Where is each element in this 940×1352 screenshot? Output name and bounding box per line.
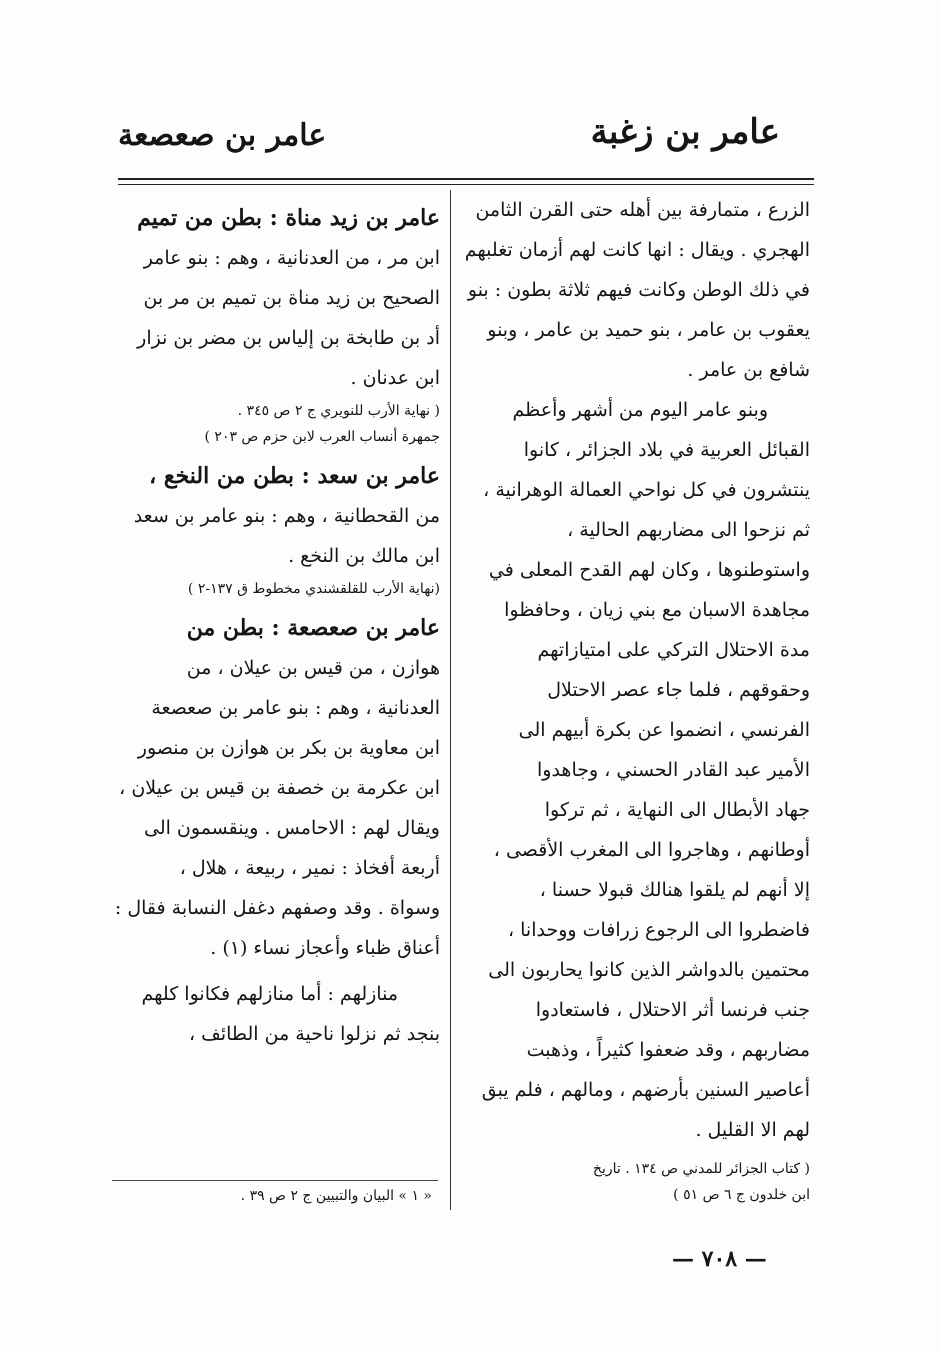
text-line: الفرنسي ، انضموا عن بكرة أبيهم الى: [518, 719, 810, 741]
text-line: منازلهم : أما منازلهم فكانوا كلهم: [141, 983, 398, 1005]
text-line: إلا أنهم لم يلقوا هنالك قبولا حسنا ،: [539, 879, 810, 901]
text-line: مدة الاحتلال التركي على امتيازاتهم: [537, 639, 810, 661]
text-line: بنجد ثم نزلوا ناحية من الطائف ،: [189, 1023, 440, 1045]
text-line: ثم نزحوا الى مضاربهم الحالية ،: [567, 519, 810, 541]
citation-line: ( كتاب الجزائر للمدني ص ١٣٤ . تاريخ: [592, 1161, 810, 1177]
header-rule-thick: [118, 178, 814, 180]
text-line: ينتشرون في كل نواحي العمالة الوهرانية ،: [483, 479, 810, 501]
text-line: الزرع ، متمارفة بين أهله حتى القرن الثامن: [475, 199, 810, 221]
header-rule-thin: [118, 184, 814, 185]
citation-line: ابن خلدون ج ٦ ص ٥١ ): [673, 1187, 810, 1203]
text-line: القبائل العربية في بلاد الجزائر ، كانوا: [523, 439, 810, 461]
text-line: أعناق ظباء وأعجاز نساء (١) .: [210, 937, 440, 959]
text-line: شافع بن عامر .: [687, 359, 810, 381]
text-line: وحقوقهم ، فلما جاء عصر الاحتلال: [547, 679, 810, 701]
text-line: ابن عكرمة بن خصفة بن قيس بن عيلان ،: [119, 777, 440, 799]
page-number: — ٧٠٨ —: [672, 1246, 767, 1272]
citation-line: (نهاية الأرب للقلقشندي مخطوط ق ١٣٧-٢ ): [187, 581, 440, 597]
text-line: مجاهدة الاسبان مع بني زيان ، وحافظوا: [504, 599, 810, 621]
entry-heading: عامر بن صعصعة : بطن من: [186, 615, 440, 641]
text-line: في ذلك الوطن وكانت فيهم ثلاثة بطون : بنو: [467, 279, 810, 301]
footnote-rule: [112, 1180, 438, 1181]
text-line: ويقال لهم : الاحامس . وينقسمون الى: [143, 817, 440, 839]
text-line: أعاصير السنين بأرضهم ، ومالهم ، فلم يبق: [481, 1079, 810, 1101]
text-line: أربعة أفخاذ : نمير ، ربيعة ، هلال ،: [179, 857, 440, 879]
text-line: أوطانهم ، وهاجروا الى المغرب الأقصى ،: [493, 839, 810, 861]
text-line: أد بن طابخة بن إلياس بن مضر بن نزار: [137, 327, 440, 349]
text-line: الأمير عبد القادر الحسني ، وجاهدوا: [537, 759, 810, 781]
footnote: « ١ » البيان والتبيين ج ٢ ص ٣٩ .: [240, 1188, 432, 1204]
running-header-left: عامر بن صعصعة: [118, 118, 327, 153]
right-column: [462, 190, 810, 1208]
entry-heading: عامر بن سعد : بطن من النخع ،: [149, 463, 440, 489]
entry-heading: عامر بن زيد مناة : بطن من تميم: [137, 205, 440, 231]
text-line: من القحطانية ، وهم : بنو عامر بن سعد: [133, 505, 440, 527]
text-line: وسواة . وقد وصفهم دغفل النسابة فقال :: [114, 897, 440, 919]
text-line: ابن عدنان .: [350, 367, 440, 389]
column-divider: [450, 190, 451, 1210]
text-line: الهجري . ويقال : انها كانت لهم أزمان تغلبهم: [464, 239, 810, 261]
text-line: يعقوب بن عامر ، بنو حميد بن عامر ، وبنو: [487, 319, 810, 341]
text-line: واستوطنوها ، وكان لهم القدح المعلى في: [488, 559, 810, 581]
text-line: جنب فرنسا أثر الاحتلال ، فاستعادوا: [535, 999, 810, 1021]
text-line: ابن معاوية بن بكر بن هوازن بن منصور: [137, 737, 440, 759]
text-line: جهاد الأبطال الى النهاية ، ثم تركوا: [544, 799, 810, 821]
citation-line: ( نهاية الأرب للنويري ج ٢ ص ٣٤٥ .: [237, 403, 440, 419]
text-line: محتمين بالدواشر الذين كانوا يحاربون الى: [488, 959, 810, 981]
running-header-right: عامر بن زغبة: [590, 112, 780, 152]
text-line: الصحيح بن زيد مناة بن تميم بن مر بن: [143, 287, 440, 309]
text-line: هوازن ، من قيس بن عيلان ، من: [186, 657, 440, 679]
text-line: وبنو عامر اليوم من أشهر وأعظم: [512, 399, 768, 421]
text-line: ابن مر ، من العدنانية ، وهم : بنو عامر: [143, 247, 440, 269]
text-line: ابن مالك بن النخع .: [288, 545, 440, 567]
citation-line: جمهرة أنساب العرب لابن حزم ص ٢٠٣ ): [204, 429, 440, 445]
text-line: مضاربهم ، وقد ضعفوا كثيراً ، وذهبت: [526, 1039, 810, 1061]
text-line: فاضطروا الى الرجوع زرافات ووحدانا ،: [507, 919, 810, 941]
text-line: لهم الا القليل .: [695, 1119, 810, 1141]
text-line: العدنانية ، وهم : بنو عامر بن صعصعة: [151, 697, 440, 719]
left-column: [100, 198, 440, 1054]
